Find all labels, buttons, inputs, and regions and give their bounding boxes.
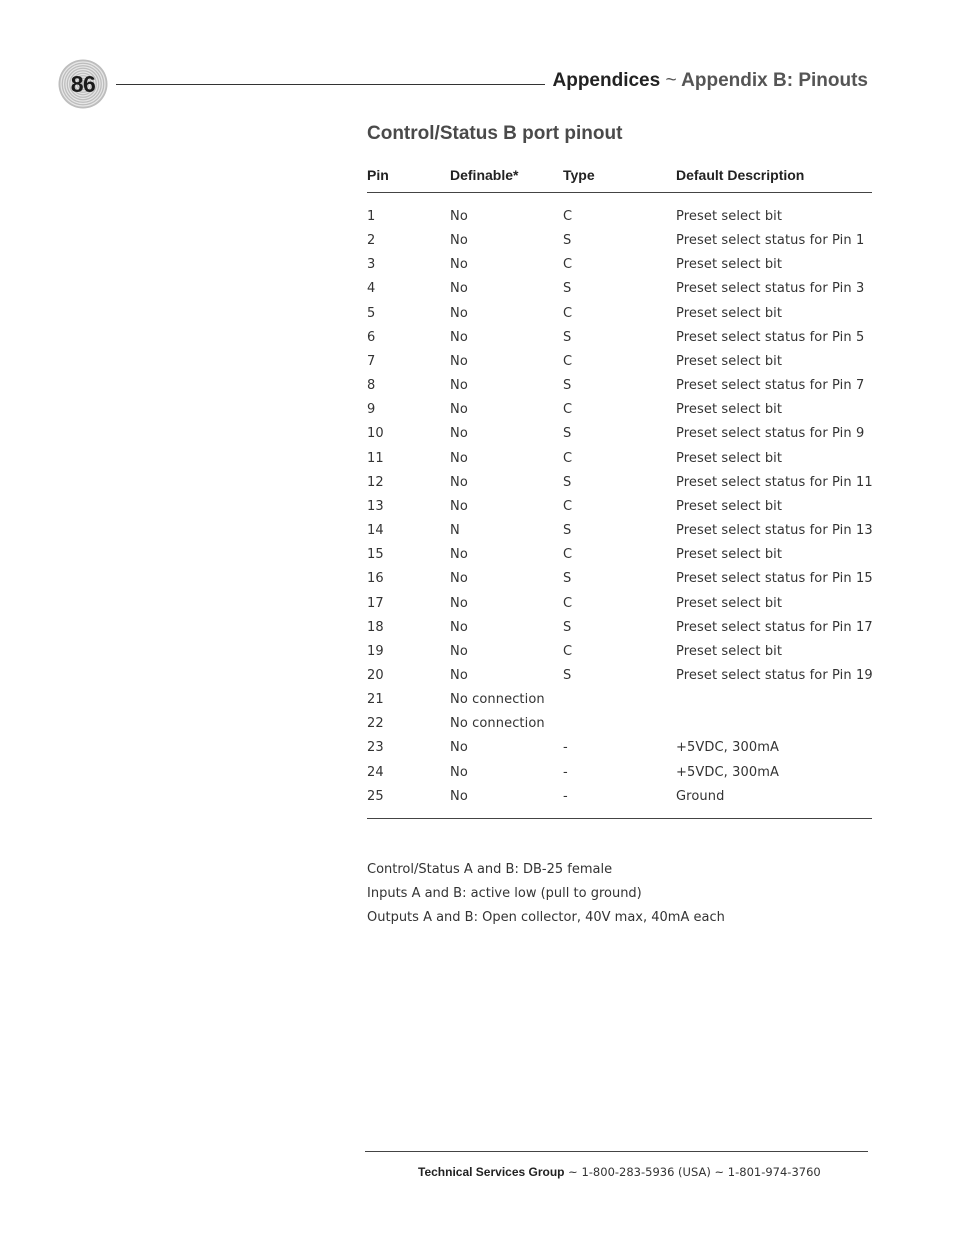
footer-org: Technical Services Group [418,1165,565,1179]
table-row [367,351,872,375]
table-row [367,544,872,568]
table-row [367,665,872,689]
cell-type: - [563,764,568,780]
table-row [367,448,872,472]
cell-description: Preset select status for Pin 1 [676,233,865,249]
table-row [367,472,872,496]
cell-definable: No [450,233,468,249]
table-row [367,399,872,423]
cell-description: Ground [676,788,725,804]
cell-pin: 18 [367,619,384,635]
cell-description: Preset select bit [676,595,783,611]
cell-pin: 13 [367,498,384,514]
cell-pin: 5 [367,305,376,321]
cell-pin: 20 [367,667,384,683]
cell-type: S [563,329,572,345]
cell-description: Preset select bit [676,643,783,659]
cell-definable: No [450,305,468,321]
table-row [367,303,872,327]
cell-description: Preset select bit [676,305,783,321]
cell-definable: No [450,788,468,804]
cell-type: S [563,281,572,297]
table-row [367,520,872,544]
cell-pin: 12 [367,474,384,490]
page-number-badge [58,59,108,109]
cell-pin: 8 [367,378,376,394]
cell-type: S [563,474,572,490]
cell-definable: No connection [450,692,545,708]
footer-phone-intl: 1-801-974-3760 [727,1165,821,1179]
cell-pin: 24 [367,764,384,780]
cell-pin: 14 [367,523,384,539]
cell-pin: 15 [367,547,384,563]
cell-definable: No [450,450,468,466]
cell-type: S [563,523,572,539]
cell-definable: No [450,378,468,394]
column-header-type: Type [563,167,595,183]
cell-definable: No [450,426,468,442]
cell-description: +5VDC, 300mA [676,764,779,780]
header-subsection: Appendix B: Pinouts [681,70,868,91]
table-header [367,164,872,193]
column-header-pin: Pin [367,167,389,183]
table-row [367,689,872,713]
cell-definable: N [450,523,460,539]
cell-type: S [563,233,572,249]
cell-description: Preset select bit [676,547,783,563]
cell-type: - [563,788,568,804]
cell-description: Preset select bit [676,257,783,273]
table-row [367,617,872,641]
cell-definable: No [450,257,468,273]
cell-pin: 16 [367,571,384,587]
cell-description: Preset select bit [676,209,783,224]
cell-definable: No [450,740,468,756]
cell-definable: No [450,547,468,563]
table-row [367,496,872,520]
cell-pin: 7 [367,353,376,369]
table-row [367,254,872,278]
cell-pin: 22 [367,716,384,732]
cell-pin: 19 [367,643,384,659]
table-row [367,423,872,447]
cell-definable: No [450,571,468,587]
cell-description: Preset select status for Pin 15 [676,571,873,587]
cell-type: S [563,426,572,442]
cell-pin: 3 [367,257,376,273]
table-row [367,762,872,786]
table-row [367,713,872,737]
table-row [367,327,872,351]
cell-type: C [563,257,573,273]
table-row [367,230,872,254]
footer-phone-usa: 1-800-283-5936 (USA) [581,1165,711,1179]
cell-definable: No [450,402,468,418]
footer [418,1165,821,1179]
cell-description: Preset select bit [676,402,783,418]
cell-pin: 25 [367,788,384,804]
table-row [367,375,872,399]
cell-type: C [563,209,573,224]
cell-pin: 10 [367,426,384,442]
cell-definable: No [450,281,468,297]
cell-description: +5VDC, 300mA [676,740,779,756]
cell-type: C [563,643,573,659]
table-row [367,568,872,592]
cell-description: Preset select status for Pin 17 [676,619,873,635]
cell-type: S [563,378,572,394]
header-section: Appendices [552,70,661,91]
footer-rule [365,1151,868,1152]
cell-description: Preset select status for Pin 7 [676,378,865,394]
cell-pin: 11 [367,450,384,466]
cell-definable: No connection [450,716,545,732]
cell-definable: No [450,329,468,345]
cell-type: C [563,353,573,369]
cell-definable: No [450,498,468,514]
cell-type: S [563,571,572,587]
cell-description: Preset select status for Pin 13 [676,523,873,539]
cell-type: C [563,305,573,321]
cell-type: S [563,619,572,635]
cell-definable: No [450,595,468,611]
table-row [367,737,872,761]
cell-type: S [563,667,572,683]
cell-definable: No [450,353,468,369]
cell-description: Preset select status for Pin 3 [676,281,865,297]
cell-type: C [563,595,573,611]
table-row [367,206,872,230]
column-header-definable: Definable* [450,167,519,183]
cell-description: Preset select status for Pin 11 [676,474,873,490]
cell-type: C [563,450,573,466]
cell-type: - [563,740,568,756]
cell-pin: 23 [367,740,384,756]
cell-pin: 6 [367,329,376,345]
header-separator: ~ [665,70,677,91]
cell-definable: No [450,764,468,780]
cell-definable: No [450,667,468,683]
cell-description: Preset select bit [676,450,783,466]
footer-separator: ~ [568,1165,578,1179]
cell-description: Preset select bit [676,498,783,514]
cell-description: Preset select status for Pin 9 [676,426,865,442]
cell-definable: No [450,643,468,659]
cell-type: C [563,547,573,563]
notes [367,860,725,932]
header-rule [116,84,545,85]
page-number: 86 [70,71,96,97]
cell-pin: 1 [367,209,376,224]
cell-pin: 21 [367,692,384,708]
note-outputs: Outputs A and B: Open collector, 40V max, 40mA each [367,910,725,925]
table-row [367,786,872,810]
note-inputs: Inputs A and B: active low (pull to ground) [367,886,642,901]
running-header [553,70,869,92]
cell-type: C [563,402,573,418]
cell-pin: 17 [367,595,384,611]
cell-definable: No [450,619,468,635]
cell-pin: 9 [367,402,376,418]
table-row [367,593,872,617]
cell-definable: No [450,474,468,490]
cell-type: C [563,498,573,514]
table-row [367,641,872,665]
cell-description: Preset select bit [676,353,783,369]
cell-description: Preset select status for Pin 19 [676,667,873,683]
cell-pin: 2 [367,233,376,249]
pinout-table [367,164,872,819]
cell-description: Preset select status for Pin 5 [676,329,865,345]
section-title: Control/Status B port pinout [367,123,623,144]
cell-definable: No [450,209,468,224]
table-row [367,278,872,302]
footer-separator: ~ [714,1165,725,1179]
table-body [367,193,872,819]
column-header-description: Default Description [676,167,805,183]
cell-pin: 4 [367,281,376,297]
note-connector: Control/Status A and B: DB-25 female [367,862,613,877]
